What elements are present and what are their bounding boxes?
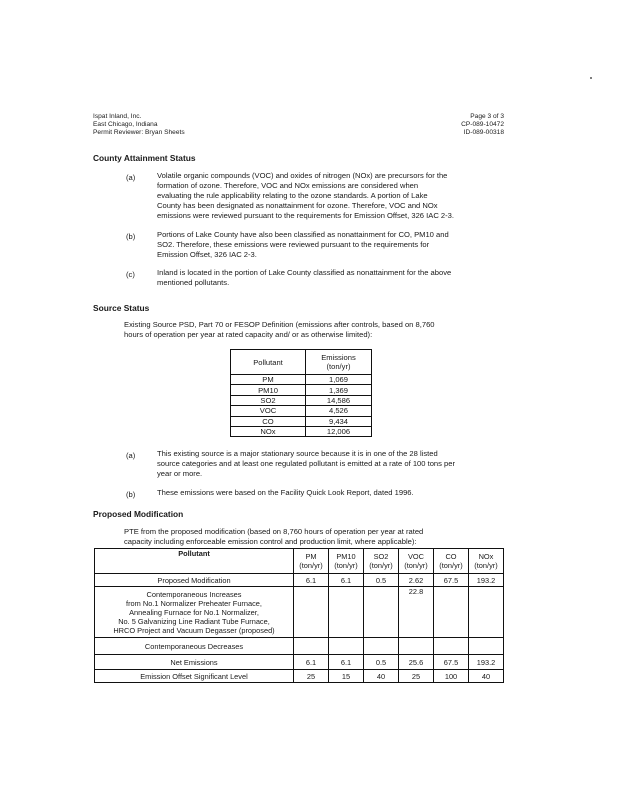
header-cp-number: CP-089-10472 [461, 121, 504, 128]
source-item-a-text [157, 449, 517, 479]
so2-header [364, 549, 399, 574]
emissions-unit-line: (ton/yr) [326, 362, 351, 371]
table-row [231, 375, 372, 385]
row-label [95, 655, 294, 670]
county-item-b-letter: (b) [126, 232, 136, 241]
header-page: Page 3 of 3 [470, 113, 504, 120]
existing-emissions-table [230, 349, 372, 437]
value-cell: 15 [329, 670, 364, 683]
table-row [231, 426, 372, 436]
row-label [95, 638, 294, 655]
county-item-a-text [157, 171, 517, 221]
pollutant-header: Pollutant [95, 549, 294, 574]
value-cell [364, 638, 399, 655]
text-line: evaluating the rule applicability relating to the ozone standards. A portion of Lake [157, 191, 428, 200]
label-line: Net Emissions [170, 657, 218, 667]
column-name: VOC [407, 552, 424, 561]
text-line: capacity including enforceable emission control and production limit, where applicable): [124, 537, 417, 546]
table-row [231, 406, 372, 416]
source-item-b-text [157, 488, 517, 498]
nox-header [469, 549, 504, 574]
label-line: Proposed Modification [157, 575, 231, 585]
value-cell: 6.1 [294, 574, 329, 587]
source-item-b-letter: (b) [126, 490, 136, 499]
table-row [231, 385, 372, 395]
emissions-cell: 1,369 [306, 385, 372, 395]
text-line: These emissions were based on the Facility Quick Look Report, dated 1996. [157, 488, 414, 497]
value-cell: 25 [294, 670, 329, 683]
value-cell [434, 638, 469, 655]
text-line: SO2. Therefore, these emissions were reviewed pursuant to the requirements for [157, 240, 430, 249]
row-label [95, 670, 294, 683]
pollutant-cell: NOx [231, 426, 306, 436]
table-header-row [231, 350, 372, 375]
value-cell [294, 587, 329, 638]
value-cell: 193.2 [469, 574, 504, 587]
emissions-cell: 1,069 [306, 375, 372, 385]
column-unit: (ton/yr) [404, 561, 428, 570]
table-row [95, 587, 504, 638]
emissions-cell: 14,586 [306, 395, 372, 405]
value-cell [294, 638, 329, 655]
value-cell [364, 587, 399, 638]
column-name: NOx [478, 552, 494, 561]
value-cell: 67.5 [434, 574, 469, 587]
emissions-cell: 12,006 [306, 426, 372, 436]
scan-speck [590, 77, 592, 79]
table-row [231, 395, 372, 405]
label-line: Contemporaneous Decreases [144, 641, 244, 651]
text-line: Inland is located in the portion of Lake County classified as nonattainment for the above [157, 268, 452, 277]
value-cell [434, 587, 469, 638]
row-label [95, 574, 294, 587]
value-cell: 0.5 [364, 574, 399, 587]
value-cell: 40 [469, 670, 504, 683]
column-unit: (ton/yr) [439, 561, 463, 570]
text-line: Existing Source PSD, Part 70 or FESOP Definition (emissions after controls, based on 8,760 [124, 320, 435, 329]
table-header-row [95, 549, 504, 574]
label-line: Contemporaneous Increases [146, 589, 242, 599]
value-cell [469, 638, 504, 655]
value-cell [469, 587, 504, 638]
text-line: Emission Offset, 326 IAC 2-3. [157, 250, 257, 259]
pm10-header [329, 549, 364, 574]
header-company: Ispat Inland, Inc. [93, 113, 142, 120]
header-left [93, 113, 185, 137]
text-line: hours of operation per year at rated capacity and/ or as otherwise limited): [124, 330, 373, 339]
pollutant-cell: PM10 [231, 385, 306, 395]
county-attainment-title: County Attainment Status [93, 153, 196, 163]
value-cell: 25.6 [399, 655, 434, 670]
emissions-header-line: Emissions [321, 353, 356, 362]
proposed-modification-intro [124, 527, 524, 547]
pm-header [294, 549, 329, 574]
label-line: Annealing Furnace for No.1 Normalizer, [129, 607, 259, 617]
table-row [95, 655, 504, 670]
value-cell: 100 [434, 670, 469, 683]
label-line: No. 5 Galvanizing Line Radiant Tube Furnace, [118, 616, 270, 626]
header-id-number: ID-089-00318 [463, 129, 504, 136]
column-name: PM10 [336, 552, 356, 561]
value-cell [399, 638, 434, 655]
table-row [231, 416, 372, 426]
emissions-cell: 4,526 [306, 406, 372, 416]
column-unit: (ton/yr) [334, 561, 358, 570]
label-line: Emission Offset Significant Level [140, 671, 248, 681]
value-cell: 2.62 [399, 574, 434, 587]
value-cell [329, 587, 364, 638]
voc-header [399, 549, 434, 574]
column-unit: (ton/yr) [369, 561, 393, 570]
value-cell: 22.8 [399, 587, 434, 638]
value-cell: 67.5 [434, 655, 469, 670]
value-cell: 6.1 [294, 655, 329, 670]
county-item-c-text [157, 268, 517, 288]
proposed-modification-title: Proposed Modification [93, 509, 184, 519]
value-cell: 25 [399, 670, 434, 683]
source-status-intro [124, 320, 524, 340]
county-item-a-letter: (a) [126, 173, 136, 182]
value-cell: 6.1 [329, 655, 364, 670]
column-name: CO [445, 552, 457, 561]
column-unit: (ton/yr) [299, 561, 323, 570]
county-item-b-text [157, 230, 517, 260]
label-line: from No.1 Normalizer Preheater Furnace, [126, 598, 262, 608]
value-cell [329, 638, 364, 655]
pollutant-cell: VOC [231, 406, 306, 416]
modification-emissions-table [94, 548, 504, 683]
column-name: PM [305, 552, 317, 561]
text-line: Volatile organic compounds (VOC) and oxides of nitrogen (NOx) are precursors for the [157, 171, 448, 180]
text-line: Portions of Lake County have also been classified as nonattainment for CO, PM10 and [157, 230, 449, 239]
pollutant-cell: PM [231, 375, 306, 385]
text-line: formation of ozone. Therefore, VOC and NOx emissions are considered when [157, 181, 419, 190]
header-right [461, 113, 504, 137]
label-line: HRCO Project and Vacuum Degasser (proposed) [113, 625, 275, 635]
header-reviewer: Permit Reviewer: Bryan Sheets [93, 129, 185, 136]
table-row [95, 574, 504, 587]
table-row [95, 670, 504, 683]
value-cell: 40 [364, 670, 399, 683]
header-location: East Chicago, Indiana [93, 121, 158, 128]
value-cell: 0.5 [364, 655, 399, 670]
column-name: SO2 [373, 552, 389, 561]
text-line: year or more. [157, 469, 203, 478]
emissions-header [306, 350, 372, 375]
value-cell: 6.1 [329, 574, 364, 587]
row-label [95, 587, 294, 638]
text-line: mentioned pollutants. [157, 278, 230, 287]
table-row [95, 638, 504, 655]
emissions-cell: 9,434 [306, 416, 372, 426]
value-cell: 193.2 [469, 655, 504, 670]
pollutant-cell: SO2 [231, 395, 306, 405]
text-line: emissions were reviewed pursuant to the requirements for Emission Offset, 326 IAC 2-3. [157, 211, 454, 220]
pollutant-cell: CO [231, 416, 306, 426]
source-status-title: Source Status [93, 303, 150, 313]
source-item-a-letter: (a) [126, 451, 136, 460]
pollutant-header: Pollutant [231, 350, 306, 375]
text-line: source categories and at least one regulated pollutant is emitted at a rate of 100 tons per [157, 459, 456, 468]
column-unit: (ton/yr) [474, 561, 498, 570]
county-item-c-letter: (c) [126, 270, 135, 279]
text-line: PTE from the proposed modification (based on 8,760 hours of operation per year at rated [124, 527, 424, 536]
text-line: County has been designated as nonattainment for ozone. Therefore, VOC and NOx [157, 201, 438, 210]
text-line: This existing source is a major stationary source because it is in one of the 28 listed [157, 449, 438, 458]
co-header [434, 549, 469, 574]
